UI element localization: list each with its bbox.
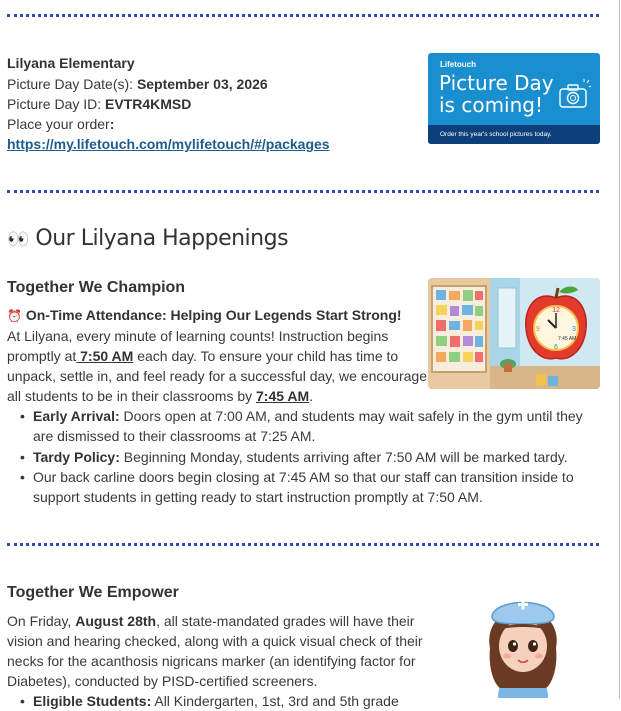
empower-text-4: Diabetes), conducted by PISD-certified screeners.	[7, 673, 318, 689]
empower-text-3: necks for the acanthosis nigricans marker (an identifying factor for	[7, 653, 416, 669]
divider-1	[7, 190, 599, 193]
clock-label: 7:45 AM	[558, 336, 577, 342]
champion-text-3: unpack, settle in, and feel ready for a successful day, we encourage	[7, 368, 427, 384]
svg-text:12: 12	[552, 307, 560, 314]
camera-icon	[556, 79, 592, 113]
banner-headline: Picture Day is coming!	[439, 71, 554, 117]
happenings-title: 👀 Our Lilyana Happenings	[7, 226, 289, 251]
nurse-illustration	[468, 588, 578, 699]
empower-text-2: vision and hearing checked, along with a quick visual check of their	[7, 633, 423, 649]
svg-text:9: 9	[536, 326, 540, 333]
eyes-icon: 👀	[7, 229, 29, 250]
lifetouch-logo: Lifetouch	[440, 60, 476, 69]
list-item: • Tardy Policy: Beginning Monday, students arriving after 7:50 AM will be marked tardy.	[7, 447, 587, 467]
alarm-clock-icon: ⏰	[7, 309, 22, 323]
classroom-clock-photo	[428, 278, 600, 389]
divider-top	[7, 14, 599, 17]
champion-text-4: all students to be in their classrooms by 7:45 AM.	[7, 388, 314, 404]
order-link[interactable]: https://my.lifetouch.com/mylifetouch/#/packages	[7, 136, 330, 152]
list-item: • Eligible Students: All Kindergarten, 1st, 3rd and 5th grade	[7, 691, 587, 711]
attendance-list	[7, 406, 587, 507]
picture-day-id: Picture Day ID: EVTR4KMSD	[7, 96, 192, 112]
banner-subline: Order this year's school pictures today.	[428, 125, 600, 144]
school-name: Lilyana Elementary	[7, 55, 135, 71]
champion-subheading: ⏰ On-Time Attendance: Helping Our Legends Start Strong!	[7, 307, 402, 323]
order-label: Place your order:	[7, 116, 115, 132]
divider-2	[7, 543, 599, 546]
champion-text-1: At Lilyana, every minute of learning counts! Instruction begins	[7, 328, 389, 344]
empower-heading: Together We Empower	[7, 584, 179, 601]
champion-heading: Together We Champion	[7, 279, 186, 296]
svg-text:3: 3	[572, 326, 576, 333]
picture-day-date: Picture Day Date(s): September 03, 2026	[7, 76, 268, 92]
list-item: • Early Arrival: Doors open at 7:00 AM, and students may wait safely in the gym until they are dismissed to their classrooms at 7:25 AM.	[7, 406, 587, 447]
champion-text-2: promptly at 7:50 AM each day. To ensure your child has time to	[7, 348, 399, 364]
page-edge	[619, 0, 620, 699]
empower-text-1: On Friday, August 28th, all state-mandated grades will have their	[7, 613, 415, 629]
svg-text:6: 6	[554, 344, 558, 351]
list-item: • Our back carline doors begin closing at 7:45 AM so that our staff can transition inside to support students in getting ready to start instruction promptly at 7:50 AM.	[7, 467, 587, 508]
lifetouch-banner[interactable]	[428, 53, 600, 144]
